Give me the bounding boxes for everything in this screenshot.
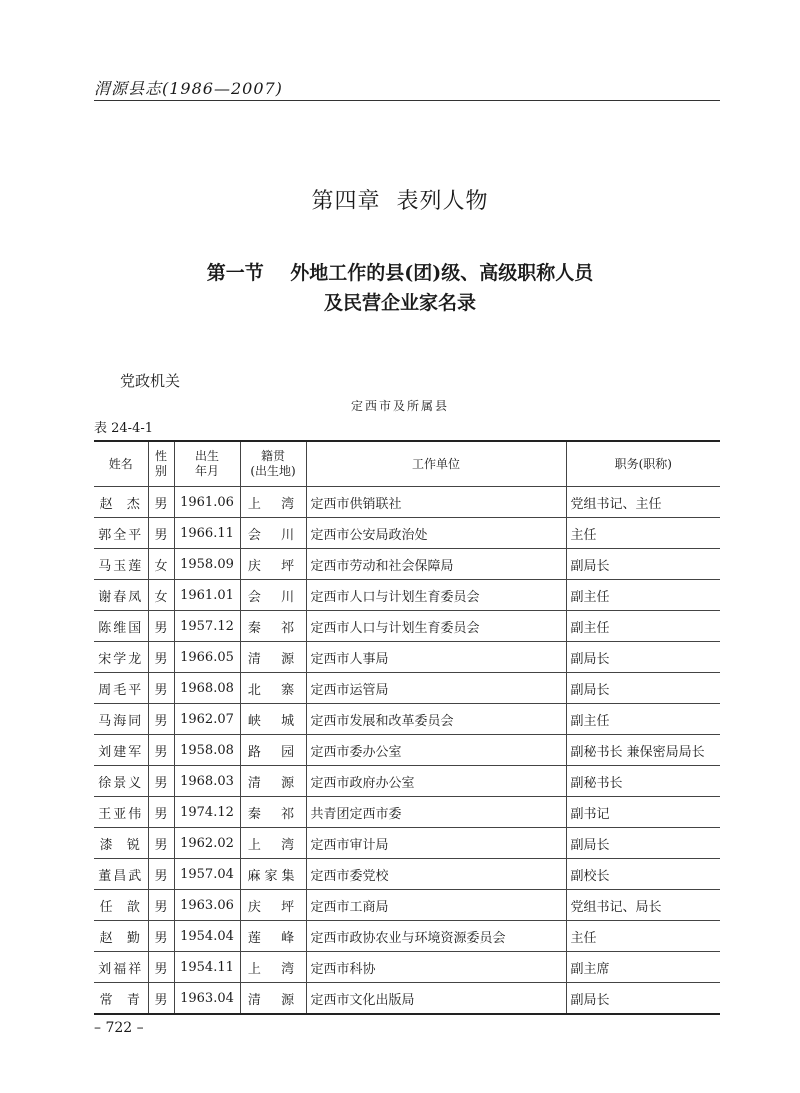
cell-origin: 会 川 [240,580,306,611]
cell-origin: 峡 城 [240,704,306,735]
cell-gender: 男 [148,983,174,1015]
cell-name: 陈维国 [94,611,148,642]
table-row [94,952,720,983]
personnel-table [94,440,720,1015]
cell-origin: 清 源 [240,642,306,673]
cell-position: 副局长 [566,983,720,1015]
cell-position: 主任 [566,518,720,549]
table-caption: 定西市及所属县 [350,399,449,413]
cell-birth: 1962.07 [174,704,240,735]
cell-gender: 男 [148,797,174,828]
cell-name: 漆 锐 [94,828,148,859]
cell-name: 刘建军 [94,735,148,766]
section-title-line2: 及民营企业家名录 [323,292,476,314]
cell-gender: 男 [148,518,174,549]
cell-unit: 定西市公安局政治处 [306,518,566,549]
cell-unit: 定西市人事局 [306,642,566,673]
cell-gender: 男 [148,487,174,518]
cell-position: 副主任 [566,704,720,735]
table-row [94,921,720,952]
cell-origin: 北 寨 [240,673,306,704]
cell-origin: 上 湾 [240,828,306,859]
cell-birth: 1966.11 [174,518,240,549]
cell-birth: 1954.11 [174,952,240,983]
cell-birth: 1961.01 [174,580,240,611]
cell-origin: 秦 祁 [240,797,306,828]
cell-position: 党组书记、局长 [566,890,720,921]
cell-origin: 上 湾 [240,952,306,983]
cell-unit: 定西市文化出版局 [306,983,566,1015]
cell-name: 刘福祥 [94,952,148,983]
cell-gender: 男 [148,673,174,704]
cell-name: 董昌武 [94,859,148,890]
cell-birth: 1963.06 [174,890,240,921]
cell-birth: 1968.08 [174,673,240,704]
cell-position: 副局长 [566,673,720,704]
col-header-unit: 工作单位 [306,441,566,487]
cell-position: 副局长 [566,549,720,580]
cell-gender: 男 [148,704,174,735]
cell-birth: 1966.05 [174,642,240,673]
cell-gender: 男 [148,642,174,673]
cell-origin: 路 园 [240,735,306,766]
table-row [94,580,720,611]
cell-origin: 庆 坪 [240,549,306,580]
cell-position: 主任 [566,921,720,952]
table-row [94,735,720,766]
table-row [94,859,720,890]
col-header-gender-line2: 别 [154,464,167,478]
cell-gender: 女 [148,549,174,580]
cell-birth: 1957.04 [174,859,240,890]
cell-name: 马玉莲 [94,549,148,580]
cell-birth: 1963.04 [174,983,240,1015]
col-header-origin-line1: 籍贯 [260,449,285,463]
cell-origin: 秦 祁 [240,611,306,642]
table-row [94,766,720,797]
header-divider [94,100,720,101]
cell-unit: 定西市政府办公室 [306,766,566,797]
cell-position: 副局长 [566,828,720,859]
table-row [94,611,720,642]
col-header-origin-line2: (出生地) [250,464,296,478]
table-row [94,487,720,518]
cell-name: 王亚伟 [94,797,148,828]
cell-gender: 男 [148,735,174,766]
cell-gender: 男 [148,766,174,797]
col-header-gender-line1: 性 [154,449,167,463]
cell-gender: 男 [148,952,174,983]
cell-unit: 定西市委党校 [306,859,566,890]
page-number: – 722 – [94,1020,144,1036]
cell-birth: 1958.09 [174,549,240,580]
cell-origin: 莲 峰 [240,921,306,952]
table-row [94,797,720,828]
cell-position: 副局长 [566,642,720,673]
cell-unit: 定西市劳动和社会保障局 [306,549,566,580]
cell-gender: 男 [148,921,174,952]
col-header-birth [174,441,240,487]
col-header-position: 职务(职称) [566,441,720,487]
cell-gender: 女 [148,580,174,611]
category-label: 党政机关 [120,372,181,390]
book-title: 渭源县志(1986—2007) [94,79,283,98]
table-row [94,673,720,704]
cell-unit: 定西市供销联社 [306,487,566,518]
cell-gender: 男 [148,611,174,642]
table-row [94,642,720,673]
cell-name: 常 青 [94,983,148,1015]
cell-position: 副校长 [566,859,720,890]
cell-name: 谢春凤 [94,580,148,611]
col-header-birth-line1: 出生 [194,449,219,463]
table-row [94,828,720,859]
cell-unit: 定西市政协农业与环境资源委员会 [306,921,566,952]
cell-position: 副书记 [566,797,720,828]
cell-name: 郭全平 [94,518,148,549]
cell-birth: 1961.06 [174,487,240,518]
cell-position: 副秘书长 [566,766,720,797]
cell-name: 赵 杰 [94,487,148,518]
table-row [94,704,720,735]
cell-name: 任 歆 [94,890,148,921]
cell-name: 周毛平 [94,673,148,704]
cell-unit: 定西市科协 [306,952,566,983]
cell-unit: 定西市运管局 [306,673,566,704]
cell-position: 副主任 [566,580,720,611]
table-header-row [94,441,720,487]
cell-position: 副主席 [566,952,720,983]
table-row [94,518,720,549]
cell-name: 宋学龙 [94,642,148,673]
cell-unit: 定西市工商局 [306,890,566,921]
cell-origin: 麻家集 [240,859,306,890]
cell-origin: 清 源 [240,766,306,797]
cell-origin: 庆 坪 [240,890,306,921]
col-header-name: 姓名 [94,441,148,487]
chapter-title: 第四章 表列人物 [311,189,489,214]
cell-origin: 上 湾 [240,487,306,518]
table-body [94,487,720,1015]
cell-position: 副主任 [566,611,720,642]
table-row [94,983,720,1015]
cell-position: 副秘书长 兼保密局局长 [566,735,720,766]
cell-position: 党组书记、主任 [566,487,720,518]
cell-unit: 定西市委办公室 [306,735,566,766]
cell-unit: 共青团定西市委 [306,797,566,828]
cell-unit: 定西市人口与计划生育委员会 [306,611,566,642]
table-number: 表 24-4-1 [94,421,154,436]
col-header-origin [240,441,306,487]
cell-birth: 1968.03 [174,766,240,797]
cell-origin: 清 源 [240,983,306,1015]
table-row [94,549,720,580]
cell-name: 赵 勤 [94,921,148,952]
cell-origin: 会 川 [240,518,306,549]
cell-gender: 男 [148,859,174,890]
cell-birth: 1974.12 [174,797,240,828]
cell-unit: 定西市发展和改革委员会 [306,704,566,735]
section-title [0,258,800,318]
cell-unit: 定西市审计局 [306,828,566,859]
cell-gender: 男 [148,890,174,921]
cell-unit: 定西市人口与计划生育委员会 [306,580,566,611]
cell-name: 徐景义 [94,766,148,797]
section-title-line1: 第一节 外地工作的县(团)级、高级职称人员 [206,262,594,284]
cell-birth: 1962.02 [174,828,240,859]
cell-gender: 男 [148,828,174,859]
cell-birth: 1957.12 [174,611,240,642]
table-row [94,890,720,921]
col-header-birth-line2: 年月 [194,464,219,478]
col-header-gender [148,441,174,487]
cell-name: 马海同 [94,704,148,735]
cell-birth: 1958.08 [174,735,240,766]
cell-birth: 1954.04 [174,921,240,952]
